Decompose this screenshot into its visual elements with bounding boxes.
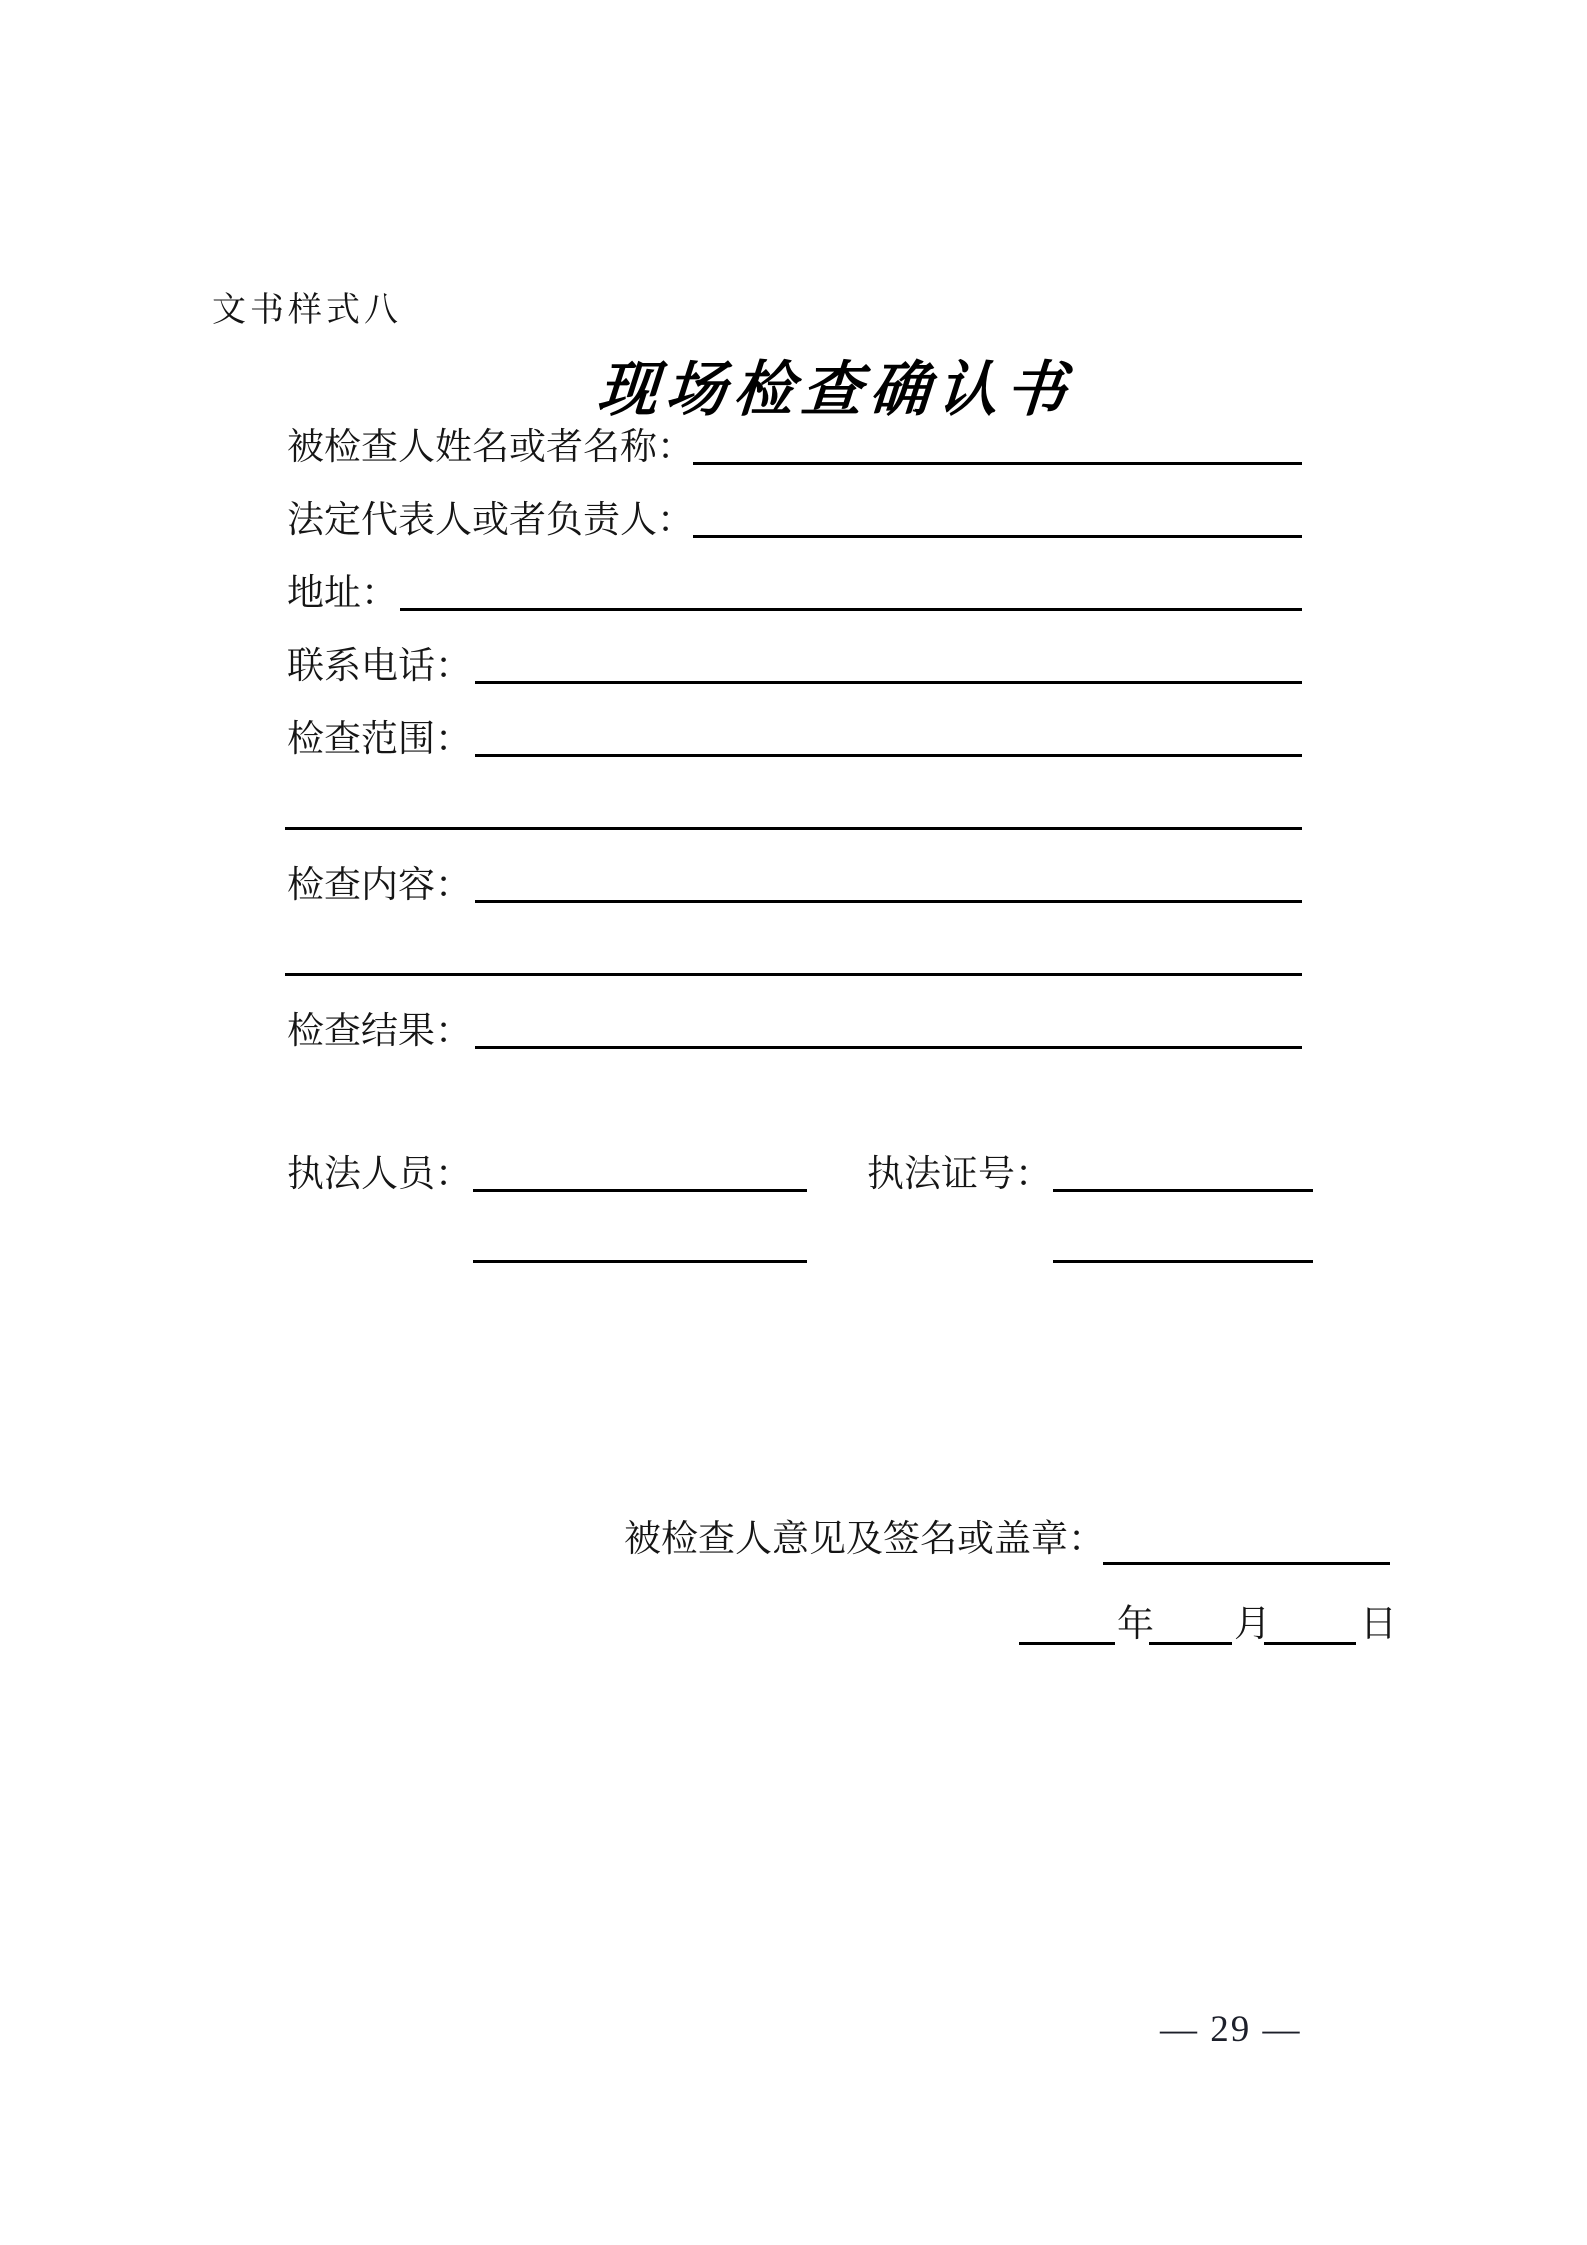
date-day-blank-line[interactable] — [1264, 1642, 1356, 1645]
inspection-result-blank-line[interactable] — [475, 1046, 1302, 1049]
date-month-label: 月 — [1234, 1604, 1271, 1645]
cert-number-blank-line-2[interactable] — [1053, 1260, 1313, 1263]
legal-representative-blank-line[interactable] — [693, 535, 1302, 538]
page-number: — 29 — — [1160, 2009, 1302, 2050]
cert-number-blank-line-1[interactable] — [1053, 1189, 1313, 1192]
inspection-content-blank-line-2[interactable] — [285, 973, 1302, 976]
inspection-content-blank-line-1[interactable] — [475, 900, 1302, 903]
inspected-name-label: 被检查人姓名或者名称： — [287, 427, 694, 468]
inspection-scope-blank-line-2[interactable] — [285, 827, 1302, 830]
date-year-blank-line[interactable] — [1019, 1642, 1115, 1645]
date-year-label: 年 — [1117, 1604, 1154, 1645]
doc-style-label: 文书样式八 — [212, 292, 402, 329]
address-label: 地址： — [287, 573, 398, 614]
inspection-scope-blank-line-1[interactable] — [475, 754, 1302, 757]
officer-name-blank-line-2[interactable] — [473, 1260, 807, 1263]
signature-blank-line[interactable] — [1103, 1562, 1390, 1565]
inspected-opinion-signature-label: 被检查人意见及签名或盖章： — [624, 1519, 1105, 1560]
legal-representative-label: 法定代表人或者负责人： — [287, 500, 694, 541]
inspection-content-label: 检查内容： — [287, 865, 472, 906]
enforcement-officer-label: 执法人员： — [287, 1154, 472, 1195]
address-blank-line[interactable] — [400, 608, 1302, 611]
phone-label: 联系电话： — [287, 646, 472, 687]
officer-name-blank-line-1[interactable] — [473, 1189, 807, 1192]
enforcement-cert-number-label: 执法证号： — [867, 1154, 1052, 1195]
phone-blank-line[interactable] — [475, 681, 1302, 684]
inspected-name-blank-line[interactable] — [693, 462, 1302, 465]
page-title: 现场检查确认书 — [595, 357, 1076, 423]
inspection-result-label: 检查结果： — [287, 1011, 472, 1052]
date-month-blank-line[interactable] — [1149, 1642, 1232, 1645]
date-day-label: 日 — [1360, 1604, 1397, 1645]
inspection-scope-label: 检查范围： — [287, 719, 472, 760]
